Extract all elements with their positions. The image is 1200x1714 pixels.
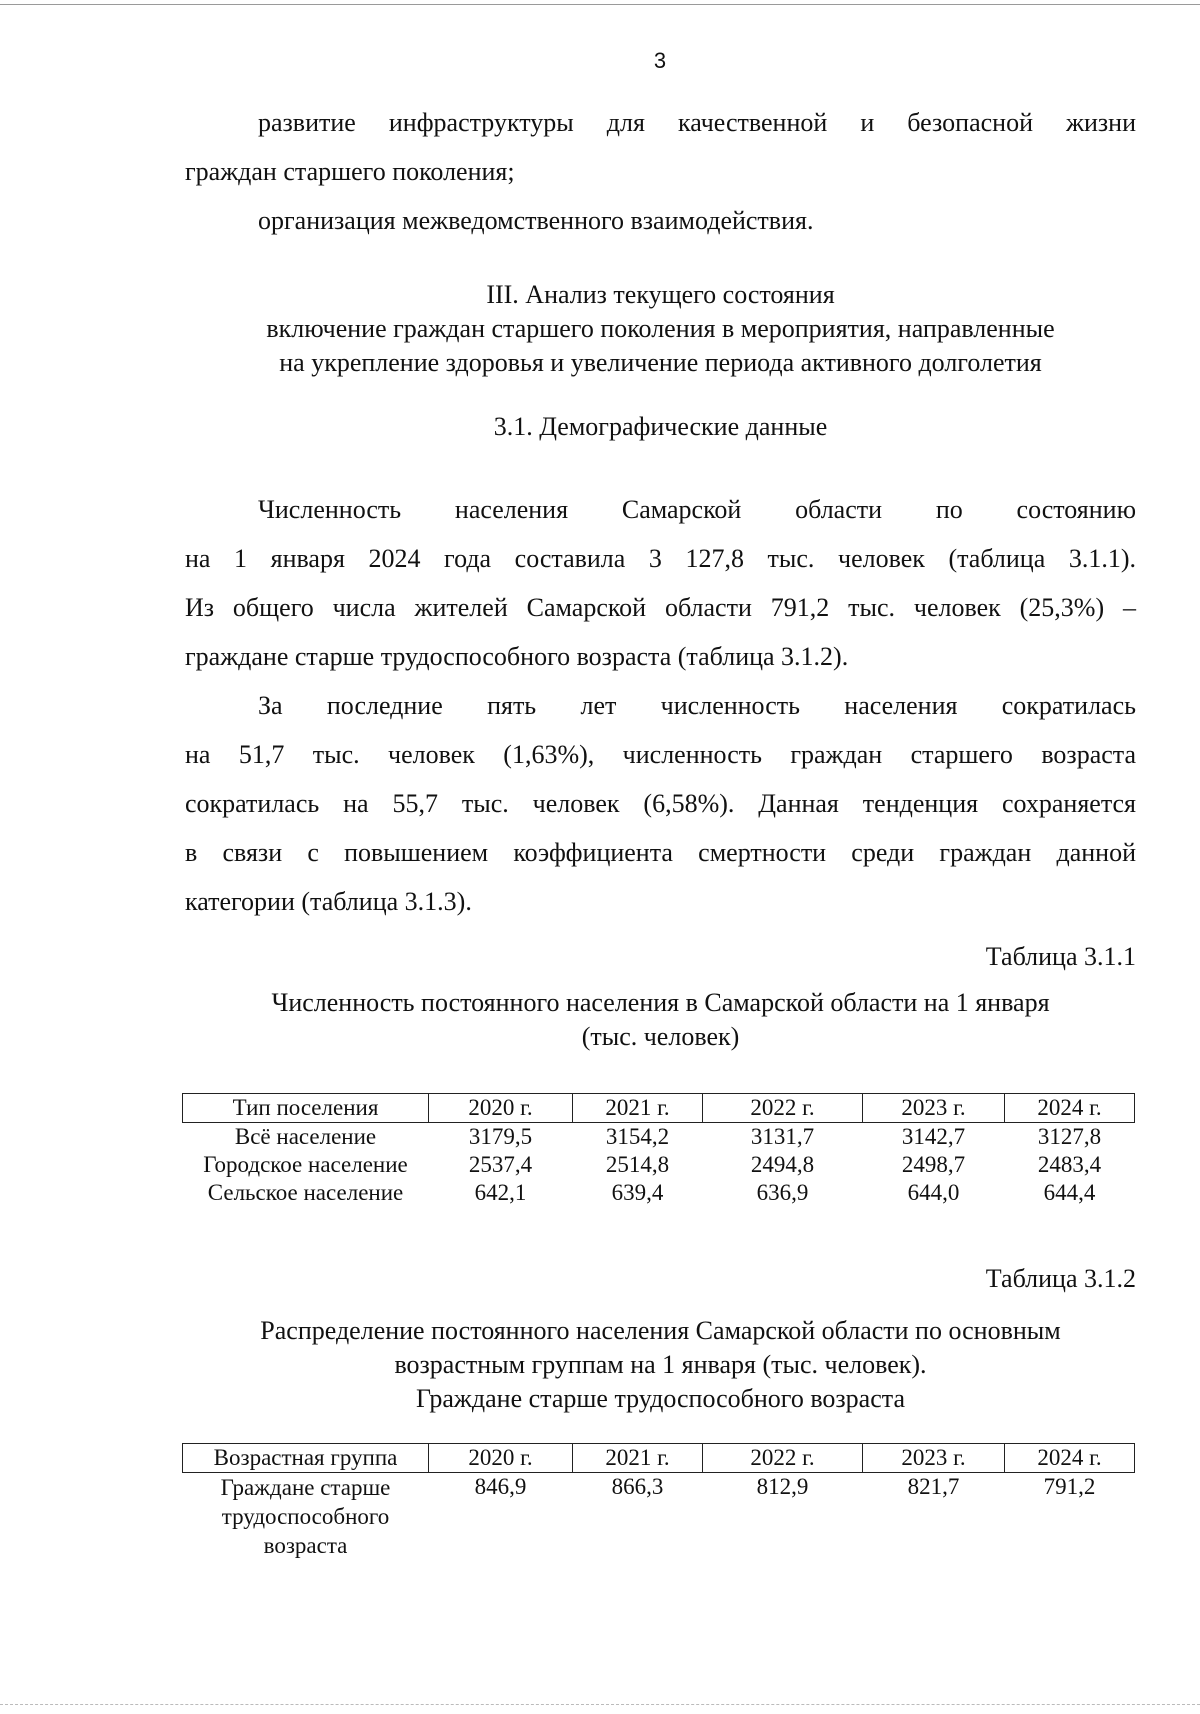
cell-value: 2483,4 bbox=[1037, 1152, 1102, 1177]
intro-line-3: организация межведомственного взаимодействия. bbox=[258, 206, 814, 235]
table-1-header-2024: 2024 г. bbox=[1005, 1094, 1135, 1123]
cell-value: 2514,8 bbox=[605, 1152, 670, 1177]
table-row bbox=[183, 1179, 1135, 1207]
cell-value: 2498,7 bbox=[901, 1152, 966, 1177]
cell-value: 636,9 bbox=[756, 1180, 809, 1205]
intro-line-2: граждан старшего поколения; bbox=[185, 157, 515, 186]
table-1-caption bbox=[185, 986, 1136, 1054]
bottom-border-line bbox=[0, 1704, 1200, 1705]
table-1-header-2020: 2020 г. bbox=[429, 1094, 573, 1123]
row-label: Городское население bbox=[203, 1152, 408, 1177]
intro-line-1: развитие инфраструктуры для качественной и безопасной жизни bbox=[258, 108, 1136, 137]
table-1-caption-line-2: (тыс. человек) bbox=[581, 1022, 740, 1051]
table-2 bbox=[182, 1443, 1135, 1560]
table-2-header-row bbox=[183, 1444, 1135, 1473]
table-1-header-2022: 2022 г. bbox=[703, 1094, 863, 1123]
top-border-line bbox=[0, 4, 1200, 5]
row-label: Сельское население bbox=[207, 1180, 404, 1205]
paragraph-1-line-1: Численность населения Самарской области по состоянию bbox=[258, 495, 1136, 524]
row-label bbox=[183, 1473, 429, 1561]
cell-value: 3179,5 bbox=[468, 1124, 533, 1149]
row-label-line-3: возраста bbox=[263, 1533, 348, 1558]
section-heading-line-3: на укрепление здоровья и увеличение периода активного долголетия bbox=[279, 348, 1042, 377]
section-heading bbox=[185, 278, 1136, 380]
cell-value: 644,0 bbox=[907, 1180, 960, 1205]
cell-value: 2494,8 bbox=[750, 1152, 815, 1177]
table-2-label: Таблица 3.1.2 bbox=[985, 1264, 1136, 1293]
table-2-header-2022: 2022 г. bbox=[703, 1444, 863, 1473]
table-row bbox=[183, 1473, 1135, 1561]
paragraph-2-line-3: сократилась на 55,7 тыс. человек (6,58%). Данная тенденция сохраняется bbox=[185, 789, 1136, 818]
cell-value: 3154,2 bbox=[605, 1124, 670, 1149]
table-2-header-2024: 2024 г. bbox=[1005, 1444, 1135, 1473]
cell-value: 3131,7 bbox=[750, 1124, 815, 1149]
table-row bbox=[183, 1123, 1135, 1152]
table-1-header-2023: 2023 г. bbox=[863, 1094, 1005, 1123]
table-1-header-row bbox=[183, 1094, 1135, 1123]
paragraph-2-line-5: категории (таблица 3.1.3). bbox=[185, 887, 472, 916]
row-label-line-1: Граждане старше bbox=[220, 1475, 391, 1500]
section-heading-line-2: включение граждан старшего поколения в мероприятия, направленные bbox=[266, 314, 1055, 343]
subsection-heading: 3.1. Демографические данные bbox=[493, 412, 828, 441]
section-heading-line-1: III. Анализ текущего состояния bbox=[486, 280, 835, 309]
row-label: Всё население bbox=[234, 1124, 377, 1149]
cell-value: 639,4 bbox=[611, 1180, 664, 1205]
cell-value: 821,7 bbox=[907, 1474, 960, 1499]
table-2-caption-line-1: Распределение постоянного населения Самарской области по основным bbox=[260, 1316, 1061, 1345]
cell-value: 866,3 bbox=[611, 1474, 664, 1499]
cell-value: 644,4 bbox=[1043, 1180, 1096, 1205]
page-number: 3 bbox=[653, 48, 667, 73]
table-1-label: Таблица 3.1.1 bbox=[985, 942, 1136, 971]
table-2-caption bbox=[185, 1314, 1136, 1416]
table-1-header-settlement-type: Тип поселения bbox=[183, 1094, 429, 1123]
table-1-header-2021: 2021 г. bbox=[573, 1094, 703, 1123]
table-2-header-age-group: Возрастная группа bbox=[183, 1444, 429, 1473]
table-row bbox=[183, 1151, 1135, 1179]
paragraph-2-line-2: на 51,7 тыс. человек (1,63%), численность граждан старшего возраста bbox=[185, 740, 1136, 769]
cell-value: 3127,8 bbox=[1037, 1124, 1102, 1149]
table-2-header-2021: 2021 г. bbox=[573, 1444, 703, 1473]
paragraph-1-line-2: на 1 января 2024 года составила 3 127,8 тыс. человек (таблица 3.1.1). bbox=[185, 544, 1136, 573]
paragraph-1-line-4: граждане старше трудоспособного возраста (таблица 3.1.2). bbox=[185, 642, 849, 671]
cell-value: 791,2 bbox=[1043, 1474, 1096, 1499]
paragraph-1-line-3: Из общего числа жителей Самарской области 791,2 тыс. человек (25,3%) – bbox=[185, 593, 1136, 622]
cell-value: 642,1 bbox=[474, 1180, 527, 1205]
table-1-caption-line-1: Численность постоянного населения в Самарской области на 1 января bbox=[271, 988, 1050, 1017]
cell-value: 846,9 bbox=[474, 1474, 527, 1499]
table-2-caption-line-2: возрастным группам на 1 января (тыс. человек). bbox=[394, 1350, 927, 1379]
table-1 bbox=[182, 1093, 1135, 1207]
row-label-line-2: трудоспособного bbox=[221, 1504, 390, 1529]
table-2-header-2020: 2020 г. bbox=[429, 1444, 573, 1473]
table-2-header-2023: 2023 г. bbox=[863, 1444, 1005, 1473]
cell-value: 2537,4 bbox=[468, 1152, 533, 1177]
cell-value: 812,9 bbox=[756, 1474, 809, 1499]
paragraph-2-line-4: в связи с повышением коэффициента смертности среди граждан данной bbox=[185, 838, 1136, 867]
paragraph-2-line-1: За последние пять лет численность населения сократилась bbox=[258, 691, 1136, 720]
cell-value: 3142,7 bbox=[901, 1124, 966, 1149]
table-2-caption-line-3: Граждане старше трудоспособного возраста bbox=[416, 1384, 905, 1413]
